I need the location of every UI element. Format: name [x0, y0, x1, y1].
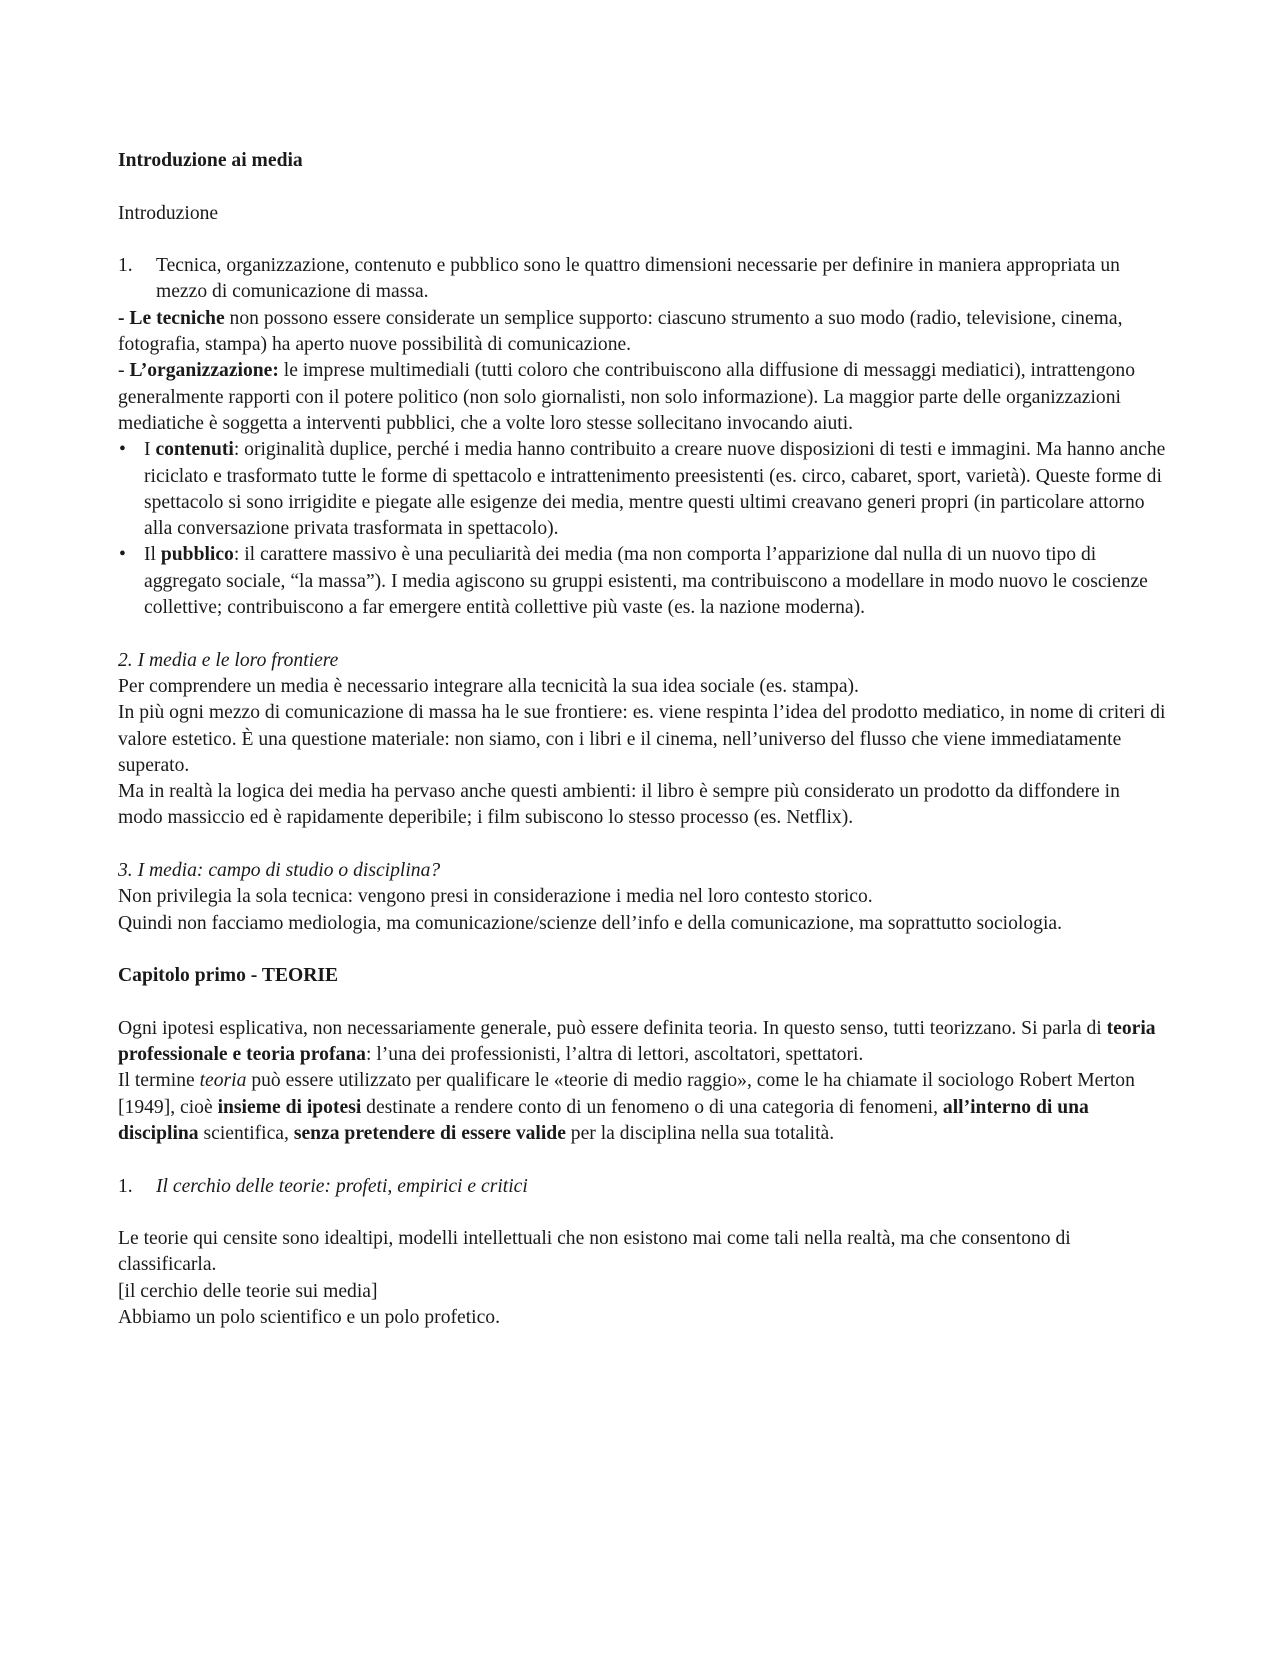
subsection1-paragraph: Le teorie qui censite sono idealtipi, modelli intellettuali che non esistono mai come tali nella realtà, ma che consentono di classificarla. — [118, 1228, 1071, 1276]
tecniche-lead: - Le tecniche — [118, 307, 225, 329]
section2-paragraph: Ma in realtà la logica dei media ha pervaso anche questi ambienti: il libro è sempre più considerato un prodotto da diffondere in modo massiccio ed è rapidamente deperibile; i film subiscono lo stesso processo (es. Netflix). — [118, 781, 1120, 829]
bullet-item-contenuti: • I contenuti: originalità duplice, perché i media hanno contribuito a creare nuove disposizioni di testi e immagini. Ma hanno anche riciclato e trasformato tutte le forme di spettacolo e intrattenimento preesistenti (es. circo, cabaret, sport, varietà). Queste forme di spettacolo si sono irrigidite e piegate alle esigenze dei media, mentre questi ultimi creavano generi propri (in particolare attorno alla conversazione privata trasformata in spettacolo). — [118, 437, 1166, 542]
chapter1-paragraph: Il termine teoria può essere utilizzato per qualificare le «teorie di medio raggio», come le ha chiamate il sociologo Robert Merton [1949], cioè insieme di ipotesi destinate a rendere conto di un fenomeno o di una categoria di fenomeni, all’interno di una disciplina scientifica, senza pretendere di essere valide per la disciplina nella sua totalità. — [118, 1070, 1135, 1144]
bullet-icon: • — [119, 439, 126, 461]
organizzazione-paragraph: - L’organizzazione: le imprese multimediali (tutti coloro che contribuiscono alla diffusione di messaggi mediatici), intrattengono generalmente rapporti con il potere politico (non solo giornalisti, non solo informazione). La maggior parte delle organizzazioni mediatiche è soggetta a interventi pubblici, che a volte loro stesse sollecitano invocando aiuti. — [118, 360, 1136, 434]
section3-paragraph: Non privilegia la sola tecnica: vengono presi in considerazione i media nel loro contesto storico. — [118, 886, 873, 908]
section2-paragraph: Per comprendere un media è necessario integrare alla tecnicità la sua idea sociale (es. stampa). — [118, 675, 859, 697]
bullet-icon: • — [119, 544, 126, 566]
subsection1-paragraph: Abbiamo un polo scientifico e un polo profetico. — [118, 1307, 500, 1329]
document-page — [118, 148, 1166, 1331]
tecniche-paragraph: - Le tecniche non possono essere considerate un semplice supporto: ciascuno strumento a suo modo (radio, televisione, cinema, fotografia, stampa) ha aperto nuove possibilità di comunicazione. — [118, 307, 1123, 356]
numbered-item-1 — [118, 253, 1166, 306]
intro-heading: Introduzione — [118, 202, 219, 224]
section2-heading: 2. I media e le loro frontiere — [118, 649, 339, 671]
section3-heading: 3. I media: campo di studio o disciplina? — [118, 860, 441, 882]
section3-paragraph: Quindi non facciamo mediologia, ma comunicazione/scienze dell’info e della comunicazione, ma soprattutto sociologia. — [118, 912, 1062, 934]
section2-paragraph: In più ogni mezzo di comunicazione di massa ha le sue frontiere: es. viene respinta l’idea del prodotto mediatico, in nome di criteri di valore estetico. È una questione materiale: non siamo, con i libri e il cinema, nell’universo del flusso che viene immediatamente superato. — [118, 702, 1166, 776]
item-text: Tecnica, organizzazione, contenuto e pubblico sono le quattro dimensioni necessarie per definire in maniera appropriata un mezzo di comunicazione di massa. — [156, 255, 1120, 303]
chapter1-paragraph: Ogni ipotesi esplicativa, non necessariamente generale, può essere definita teoria. In questo senso, tutti teorizzano. Si parla di teoria professionale e teoria profana: l’una dei professionisti, l’altra di lettori, ascoltatori, spettatori. — [118, 1017, 1156, 1066]
subsection1-paragraph: [il cerchio delle teorie sui media] — [118, 1280, 378, 1302]
document-title: Introduzione ai media — [118, 150, 303, 171]
subsection1-heading: 1. Il cerchio delle teorie: profeti, empirici e critici — [118, 1174, 1166, 1200]
organizzazione-lead: L’organizzazione: — [129, 360, 279, 382]
bullet-item-pubblico: • Il pubblico: il carattere massivo è una peculiarità dei media (ma non comporta l’apparizione dal nulla di un nuovo tipo di aggregato sociale, “la massa”). I media agiscono su gruppi esistenti, ma contribuiscono a modellare in modo nuovo le coscienze collettive; contribuiscono a far emergere entità collettive più vaste (es. la nazione moderna). — [118, 542, 1166, 621]
item-number: 1. — [118, 1175, 133, 1197]
item-number: 1. — [118, 255, 133, 277]
chapter1-heading: Capitolo primo - TEORIE — [118, 965, 339, 987]
